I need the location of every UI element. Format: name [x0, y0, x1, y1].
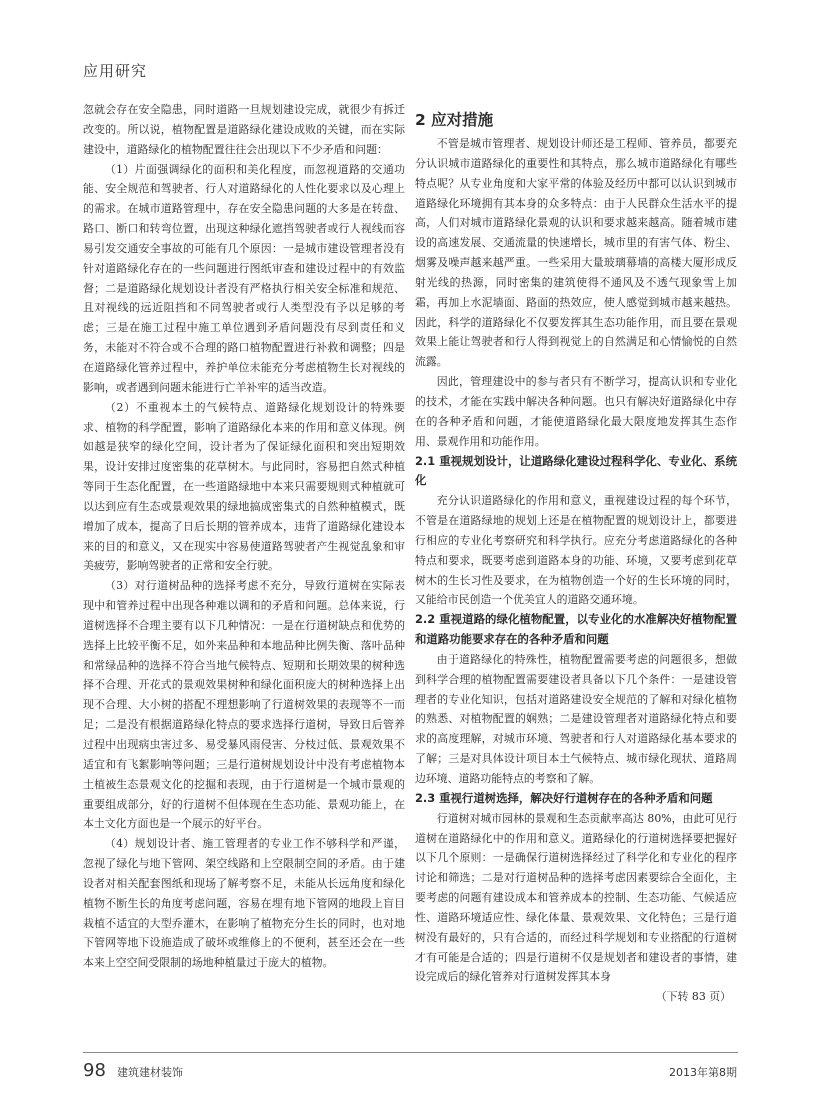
journal-name: 建筑建材装饰: [117, 1066, 183, 1079]
paragraph: （3）对行道树品种的选择考虑不充分，导致行道树在实际表现中和管养过程中出现各种难以调和的矛盾和问题。总体来说，行道树选择不合理主要有以下几种情况：一是在行道树缺点和优势的选择上比较平衡不足，如外来品种和本地品种比例失衡、落叶品种和常绿品种的选择不符合当地气候特点、短期和长期效果的树种选择不合理、开花式的景观效果树种和绿化面积庞大的树种选择上出现不合理、大小树的搭配不理想影响了行道树效果的表现等不一而足；二是没有根据道路绿化特点的要求选择行道树，导致日后管养过程中出现病虫害过多、易受暴风雨侵害、分枝过低、景观效果不适宜和有飞絮影响等问题；三是行道树规划设计中没有考虑植物本土植被生态景观文化的挖掘和表现，由于行道树是一个城市景观的重要组成部分，好的行道树不但体现在生态功能、景观功能上，在本土文化方面也是一个展示的好平台。: [83, 579, 405, 831]
subsection-heading: 2.1 重视规划设计，让道路绿化建设过程科学化、专业化、系统化: [415, 453, 737, 488]
paragraph: （1）片面强调绿化的面积和美化程度，而忽视道路的交通功能、安全规范和驾驶者、行人对道路绿化的人性化要求以及心理上的需求。在城市道路管理中，存在安全隐患问题的大多是在转盘、路口、断口和转弯位置，出现这种绿化遮挡驾驶者或行人视线而容易引发交通安全事故的可能有几个原因：一是城市建设管理者没有针对道路绿化存在的一些问题进行图纸审查和建设过程中的有效监督；二是道路绿化规划设计者没有严格执行相关安全标准和规范、且对视线的远近阻挡和不同驾驶者或行人类型没有予以足够的考虑；三是在施工过程中施工单位遇到矛盾问题没有尽到责任和义务，未能对不符合或不合理的路口植物配置进行补救和调整；四是在道路绿化管养过程中，养护单位未能充分考虑植物生长对视线的影响，或者遇到问题未能进行亡羊补牢的适当改造。: [83, 162, 405, 394]
paragraph: 忽就会存在安全隐患，同时道路一旦规划建设完成，就很少有拆迁改变的。所以说，植物配置是道路绿化建设成败的关键，而在实际建设中，道路绿化的植物配置往往会出现以下不少矛盾和问题：: [83, 103, 405, 156]
page-number: 98: [83, 1060, 106, 1081]
paragraph: 行道树对城市园林的景观和生态贡献率高达 80%，由此可见行道树在道路绿化中的作用和意义。道路绿化的行道树选择要把握好以下几个原则：一是确保行道树选择经过了科学化和专业化的程序讨论和筛选；二是对行道树品种的选择考虑因素要综合全面化，主要考虑的问题有建设成本和管养成本的控制、生态功能、气候适应性、道路环境适应性、绿化体量、景观效果、文化特色；三是行道树没有最好的，只有合适的，而经过科学规划和专业搭配的行道树才有可能是合适的；四是行道树不仅是规划者和建设者的事情，建设完成后的绿化管养对行道树发挥其本身: [415, 811, 737, 984]
left-column: [83, 100, 405, 973]
paragraph: （2）不重视本土的气候特点、道路绿化规划设计的特殊要求、植物的科学配置，影响了道路绿化本来的作用和意义体现。例如越是狭窄的绿化空间，设计者为了保证绿化面积和突出短期效果，设计安排过度密集的花草树木。与此同时，容易把自然式种植等同于生态化配置，在一些道路绿地中本来只需要规则式种植就可以达到应有生态或景观效果的绿地搞成密集式的自然种植模式，既增加了成本，提高了日后长期的管养成本，违背了道路绿化建设本来的目的和意义，又在现实中容易使道路驾驶者产生视觉乱象和审美疲劳，影响驾驶者的正常和安全行驶。: [83, 400, 405, 573]
subsection-heading: 2.2 重视道路的绿化植物配置，以专业化的水准解决好植物配置和道路功能要求存在的各种矛盾和问题: [415, 612, 737, 647]
footer-divider: [83, 1052, 738, 1053]
right-column: [415, 100, 737, 1007]
subsection-heading: 2.3 重视行道树选择，解决好行道树存在的各种矛盾和问题: [415, 790, 713, 805]
page-section-header: 应用研究: [83, 62, 148, 80]
paragraph: 因此，管理建设中的参与者只有不断学习，提高认识和专业化的技术，才能在实践中解决各种问题。也只有解决好道路绿化中存在的各种矛盾和问题，才能使道路绿化最大限度地发挥其生态作用、景观作用和功能作用。: [415, 375, 737, 448]
paragraph: 充分认识道路绿化的作用和意义，重视建设过程的每个环节，不管是在道路绿地的规划上还是在植物配置的规划设计上，都要进行相应的专业化考察研究和科学执行。应充分考虑道路绿化的各种特点和要求，既要考虑到道路本身的功能、环境，又要考虑到花草树木的生长习性及要求，在为植物创造一个好的生长环境的同时，又能给市民创造一个优美宜人的道路交通环境。: [415, 494, 737, 607]
paragraph: 由于道路绿化的特殊性，植物配置需要考虑的问题很多，想做到科学合理的植物配置需要建设者具备以下几个条件：一是建设管理者的专业化知识，包括对道路建设安全规范的了解和对绿化植物的熟悉、对植物配置的娴熟；二是建设管理者对道路绿化特点和要求的高度理解，对城市环境、驾驶者和行人对道路绿化基本要求的了解；三是对具体设计项目本土气候特点、城市绿化现状、道路周边环境、道路功能特点的考察和了解。: [415, 652, 737, 785]
continued-note: （下转 83 页）: [655, 990, 731, 1004]
journal-issue: 2013年第8期: [669, 1066, 737, 1079]
paragraph: （4）规划设计者、施工管理者的专业工作不够科学和严谨，忽视了绿化与地下管网、架空线路和上空限制空间的矛盾。由于建设者对相关配套图纸和现场了解考察不足，未能从长远角度和绿化植物不断生长的角度考虑问题，容易在埋有地下管网的地段上盲目栽植不适宜的大型乔灌木，在影响了植物充分生长的同时，也对地下管网等地下设施造成了破坏或维修上的不便利，甚至还会在一些本来上空空间受限制的场地种植量过于庞大的植物。: [83, 837, 405, 970]
section-heading: 2 应对措施: [415, 111, 494, 129]
paragraph: 不管是城市管理者、规划设计师还是工程师、管养员，都要充分认识城市道路绿化的重要性和其特点，那么城市道路绿化有哪些特点呢？从专业角度和大家平常的体验及经历中都可以认识到城市道路绿化环境拥有其本身的众多特点：由于人民群众生活水平的提高，人们对城市道路绿化景观的认识和要求越来越高。随着城市建设的高速发展、交通流量的快速增长，城市里的有害气体、粉尘、烟雾及噪声越来越严重。一些采用大量玻璃幕墙的高楼大厦形成反射光线的热源，同时密集的建筑使得不通风及不透气现象雪上加霜，再加上水泥墙面、路面的热效应，使人感觉到城市越来越热。因此，科学的道路绿化不仅要发挥其生态功能作用，而且要在景观效果上能让驾驶者和行人得到视觉上的自然满足和心情愉悦的自然流露。: [415, 137, 737, 369]
